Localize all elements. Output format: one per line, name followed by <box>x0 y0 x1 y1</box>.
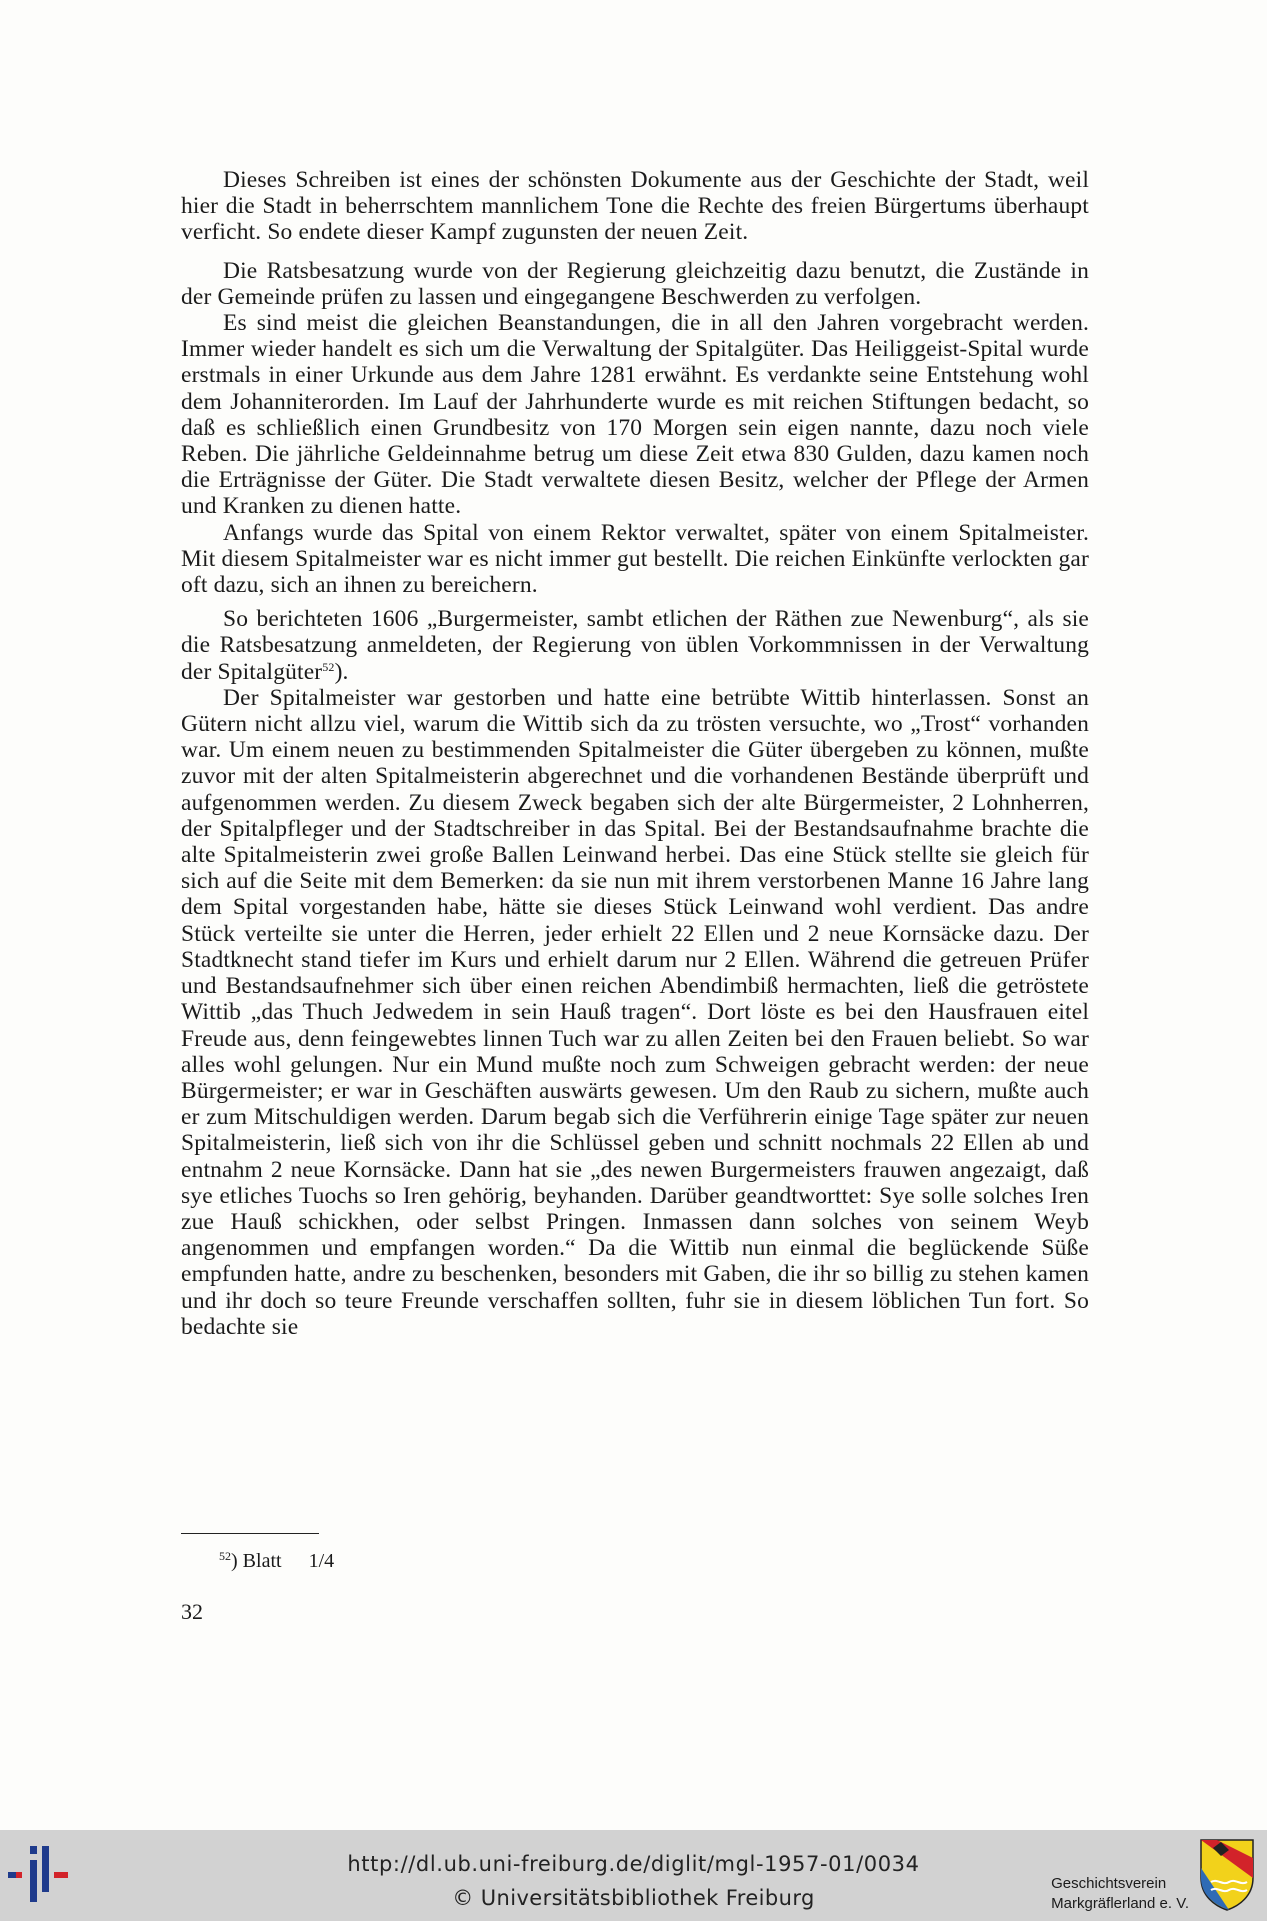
society-line-2: Markgräflerland e. V. <box>1051 1895 1189 1912</box>
paragraph-3: Es sind meist die gleichen Beanstandungen, die in all den Jahren vorgebracht werden. Immer wieder handelt es sich um die Verwaltung der Spitalgüter. Das Heiliggeist-Spital wurde erstmals in einer Urkunde aus dem Jahre 1281 erwähnt. Es verdankte seine Entstehung wohl dem Johanniterorden. Im Lauf der Jahrhunderte wurde es mit reichen Stiftungen bedacht, so daß es schließlich einen Grundbesitz von 170 Morgen sein eigen nannte, dazu noch viele Reben. Die jährliche Geldeinnahme betrug um diese Zeit etwa 830 Gulden, dazu kamen noch die Erträgnisse der Güter. Die Stadt verwaltete diesen Besitz, welcher der Pflege der Armen und Kranken zu dienen hatte. <box>181 310 1089 520</box>
document-url-link[interactable]: http://dl.ub.uni-freiburg.de/diglit/mgl-1957-01/0034 <box>347 1852 920 1876</box>
footnote-divider <box>181 1533 319 1534</box>
society-line-1: Geschichtsverein <box>1051 1875 1167 1892</box>
page-number: 32 <box>181 1599 203 1624</box>
society-name <box>1051 1874 1189 1914</box>
paragraph-2: Die Ratsbesatzung wurde von der Regierung gleichzeitig dazu benutzt, die Zustände in der Gemeinde prüfen zu lassen und eingegangene Beschwerden zu verfolgen. <box>181 257 1089 310</box>
footnote-reference-close: ). <box>334 658 349 685</box>
paragraph-5-text: So berichteten 1606 „Burgermeister, sambt etlichen der Räthen zue Newenburg“, als sie die Ratsbesatzung anmeldeten, der Regierung von üblen Vorkommnissen in der Verwaltung der Spitalgüter <box>181 606 1089 685</box>
footnote-close: ) <box>231 1550 238 1572</box>
body-text <box>181 167 1089 1340</box>
footnote-label: Blatt <box>242 1550 282 1572</box>
coat-of-arms-icon[interactable] <box>1199 1838 1255 1912</box>
footer-bar <box>0 1830 1267 1921</box>
paragraph-5 <box>181 606 1089 685</box>
paragraph-6: Der Spitalmeister war gestorben und hatte eine betrübte Wittib hinterlassen. Sonst an Gütern nicht allzu viel, warum die Wittib sich da zu trösten versuchte, wo „Trost“ vorhanden war. Um einem neuen zu bestimmenden Spitalmeister die Güter übergeben zu können, mußte zuvor mit der alten Spitalmeisterin abgerechnet und die vorhandenen Bestände überprüft und aufgenommen werden. Zu diesem Zweck begaben sich der alte Bürgermeister, 2 Lohnherren, der Spitalpfleger und der Stadtschreiber in das Spital. Bei der Bestandsaufnahme brachte die alte Spitalmeisterin zwei große Ballen Leinwand herbei. Das eine Stück stellte sie gleich für sich auf die Seite mit dem Bemerken: da sie nun mit ihrem verstorbenen Manne 16 Jahre lang dem Spital vorgestanden habe, hätte sie dieses Stück Leinwand wohl verdient. Das andre Stück verteilte sie unter die Herren, jeder erhielt 22 Ellen und 2 neue Kornsäcke dazu. Der Stadtknecht stand tiefer im Kurs und erhielt darum nur 2 Ellen. Während die getreuen Prüfer und Bestandsaufnehmer sich über einen reichen Abendimbiß hermachten, ließ die getröstete Wittib „das Thuch Jedwedem in sein Hauß tragen“. Dort löste es bei den Hausfrauen eitel Freude aus, denn feingewebtes linnen Tuch war zu allen Zeiten bei den Frauen beliebt. So war alles wohl gelungen. Nur ein Mund mußte noch zum Schweigen gebracht werden: der neue Bürgermeister; er war in Geschäften auswärts gewesen. Um den Raub zu sichern, mußte auch er zum Mitschuldigen werden. Darum begab sich die Verführerin einige Tage später zur neuen Spitalmeisterin, ließ sich von ihr die Schlüssel geben und schnitt nochmals 22 Ellen ab und entnahm 2 neue Kornsäcke. Dann hat sie „des newen Burgermeisters frauwen angezaigt, daß sye etliches Tuochs so Iren gehörig, beyhanden. Darüber geandtworttet: Sye solle solches Iren zue Hauß schickhen, oder selbst Pringen. Inmassen dann solches von seinem Weyb angenommen und empfangen worden.“ Da die Wittib nun einmal die beglückende Süße empfunden hatte, andre zu beschenken, besonders mit Gaben, die ihr so billig zu stehen kamen und ihr doch so teure Freunde verschaffen sollten, fuhr sie in diesem löblichen Tun fort. So bedachte sie <box>181 684 1089 1340</box>
footnote-value: 1/4 <box>308 1550 335 1572</box>
footnote-reference[interactable]: 52 <box>322 659 335 674</box>
footnote <box>219 1549 334 1573</box>
footnote-number: 52 <box>219 1549 231 1563</box>
paragraph-1: Dieses Schreiben ist eines der schönsten Dokumente aus der Geschichte der Stadt, weil hier die Stadt in beherrschtem mannlichem Tone die Rechte des freien Bürgertums überhaupt verficht. So endete dieser Kampf zugunsten der neuen Zeit. <box>181 167 1089 246</box>
paragraph-4: Anfangs wurde das Spital von einem Rektor verwaltet, später von einem Spitalmeister. Mit diesem Spitalmeister war es nicht immer gut bestellt. Die reichen Einkünfte verlockten gar oft dazu, sich an ihnen zu bereichern. <box>181 519 1089 599</box>
copyright-text: © Universitätsbibliothek Freiburg <box>452 1886 815 1910</box>
